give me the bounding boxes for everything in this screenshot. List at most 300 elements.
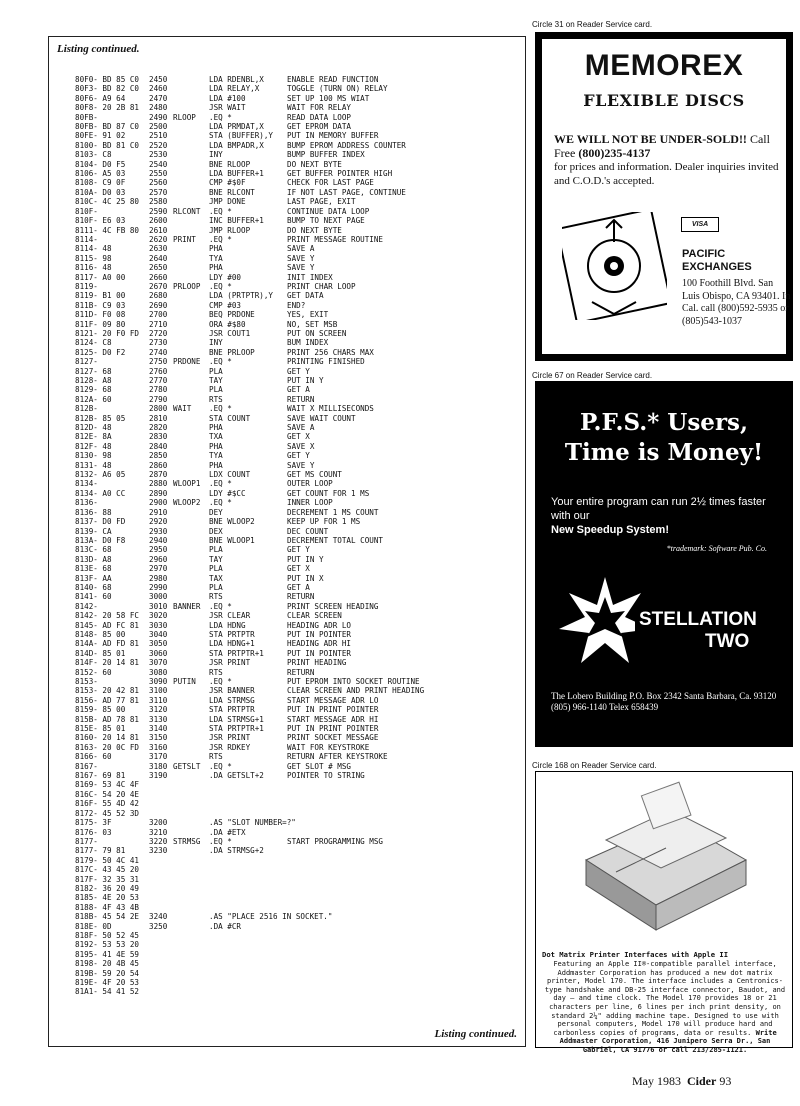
listing-address-bytes: 8127- 68 xyxy=(75,366,112,376)
listing-line-number: 2490 xyxy=(149,112,168,122)
listing-address-bytes: 8116- 48 xyxy=(75,263,112,273)
listing-address-bytes: 8136- 88 xyxy=(75,507,112,517)
addmaster-body: Featuring an Apple II®-compatible parallel interface, Addmaster Corporation has produced a new dot matrix printer, Model 170. The interface includes a Centronics-type handshake and DB-25 interface connector, Baudot, and day — and time clock. The Model 170 provides 18 or 21 characters per line, 6 lines per inch print density, on standard 2¼" adding machine tape. Designed to use with personal computers, Model 170 will produce hard and carbonless copies of programs, data or results. Write Addmaster Corporation, 416 Junipero Serra Dr., San Gabriel, CA 91776 or call 213/285-1121. xyxy=(544,960,786,1054)
listing-line xyxy=(75,837,523,846)
listing-line xyxy=(75,329,523,338)
listing-comment: DO NEXT BYTE xyxy=(287,159,342,169)
listing-line-number: 2950 xyxy=(149,545,168,555)
listing-comment: GET X xyxy=(287,432,310,442)
stellation-two-logo xyxy=(555,571,775,671)
listing-operation: LDA STRMSG+1 xyxy=(209,714,264,724)
listing-address-bytes: 8160- 20 14 81 xyxy=(75,733,140,743)
listing-line-number: 2590 xyxy=(149,206,168,216)
listing-address-bytes: 8128- A8 xyxy=(75,376,112,385)
listing-line-number: 3020 xyxy=(149,611,168,621)
listing-address-bytes: 80F8- 20 2B 81 xyxy=(75,103,140,113)
listing-address-bytes: 8182- 36 20 49 xyxy=(75,883,140,893)
listing-operation: STA (BUFFER),Y xyxy=(209,131,274,141)
listing-address-bytes: 8119- xyxy=(75,281,98,291)
listing-line xyxy=(75,395,523,404)
listing-line xyxy=(75,790,523,799)
listing-operation: JSR COUT1 xyxy=(209,328,251,338)
listing-operation: PHA xyxy=(209,441,223,451)
listing-operation: LDX COUNT xyxy=(209,470,251,480)
listing-line xyxy=(75,696,523,705)
listing-comment: SAVE WAIT COUNT xyxy=(287,413,356,423)
memorex-address: 100 Foothill Blvd. San Luis Obispo, CA 93401. In Cal. call (800)592-5935 or (805)543-1037 xyxy=(682,278,791,327)
listing-line-number: 2640 xyxy=(149,253,168,263)
pfs-circle-note: Circle 67 on Reader Service card. xyxy=(532,371,653,380)
listing-operation: LDY #00 xyxy=(209,272,242,282)
listing-comment: GET MS COUNT xyxy=(287,470,342,480)
listing-line xyxy=(75,978,523,987)
listing-address-bytes: 812F- 48 xyxy=(75,441,112,451)
listing-address-bytes: 80FB- xyxy=(75,112,98,122)
listing-address-bytes: 8125- D0 F2 xyxy=(75,347,126,357)
listing-line xyxy=(75,555,523,564)
listing-line-number: 2970 xyxy=(149,564,168,574)
listing-operation: .EQ * xyxy=(209,206,232,216)
listing-operation: CMP #$0F xyxy=(209,178,246,188)
listing-line xyxy=(75,846,523,855)
listing-address-bytes: 8145- AD FC 81 xyxy=(75,620,140,630)
listing-address-bytes: 8114- 48 xyxy=(75,244,112,254)
listing-comment: OUTER LOOP xyxy=(287,479,333,489)
listing-line xyxy=(75,658,523,667)
listing-operation: .EQ * xyxy=(209,234,232,244)
listing-comment: CLEAR SCREEN AND PRINT HEADING xyxy=(287,686,425,696)
listing-comment: PRINT HEADING xyxy=(287,658,347,668)
listing-line xyxy=(75,357,523,366)
memorex-ad xyxy=(535,32,793,361)
listing-line-number: 2610 xyxy=(149,225,168,235)
listing-address-bytes: 8163- 20 0C FD xyxy=(75,742,140,752)
listing-address-bytes: 814D- 85 01 xyxy=(75,648,126,658)
listing-comment: DECREMENT 1 MS COUNT xyxy=(287,507,379,517)
listing-label: PRDONE xyxy=(173,357,201,367)
listing-address-bytes: 8104- D0 F5 xyxy=(75,159,126,169)
listing-line xyxy=(75,94,523,103)
listing-line-number: 2810 xyxy=(149,413,168,423)
listing-line-number: 2450 xyxy=(149,75,168,84)
listing-line xyxy=(75,489,523,498)
listing-address-bytes: 8169- 53 4C 4F xyxy=(75,780,140,790)
memorex-subtitle: FLEXIBLE DISCS xyxy=(583,91,745,110)
listing-operation: BNE WLOOP2 xyxy=(209,517,255,527)
listing-line xyxy=(75,442,523,451)
listing-address-bytes: 8188- 4F 43 4B xyxy=(75,902,140,912)
listing-line xyxy=(75,724,523,733)
listing-line-number: 3250 xyxy=(149,921,168,931)
listing-address-bytes: 8111- 4C FB 80 xyxy=(75,225,140,235)
listing-operation: PLA xyxy=(209,564,223,574)
listing-operation: DEY xyxy=(209,507,223,517)
listing-comment: SAVE X xyxy=(287,441,315,451)
listing-label: RLCONT xyxy=(173,206,201,216)
listing-address-bytes: 8121- 20 F0 FD xyxy=(75,328,140,338)
listing-address-bytes: 8131- 48 xyxy=(75,460,112,470)
listing-line xyxy=(75,828,523,837)
listing-label: WLOOP1 xyxy=(173,479,201,489)
listing-operation: JSR RDKEY xyxy=(209,742,251,752)
listing-operation: LDA #100 xyxy=(209,93,246,103)
listing-comment: PUT IN Y xyxy=(287,554,324,564)
listing-comment: PUT IN MEMORY BUFFER xyxy=(287,131,379,141)
listing-line-number: 3000 xyxy=(149,592,168,602)
listing-comment: SAVE A xyxy=(287,423,315,433)
listing-comment: INNER LOOP xyxy=(287,498,333,508)
listing-comment: READ DATA LOOP xyxy=(287,112,352,122)
listing-line-number: 2460 xyxy=(149,84,168,94)
listing-line-number: 3190 xyxy=(149,771,168,781)
listing-operation: LDA (PRTPTR),Y xyxy=(209,291,274,301)
listing-address-bytes: 8134- xyxy=(75,479,98,489)
listing-comment: BUMP TO NEXT PAGE xyxy=(287,216,365,226)
listing-line xyxy=(75,226,523,235)
listing-comment: WAIT FOR RELAY xyxy=(287,103,352,113)
listing-operation: BNE PRLOOP xyxy=(209,347,255,357)
listing-comment: SAVE Y xyxy=(287,460,315,470)
listing-line xyxy=(75,762,523,771)
listing-comment: SAVE Y xyxy=(287,253,315,263)
listing-line xyxy=(75,564,523,573)
listing-operation: INY xyxy=(209,338,223,348)
listing-comment: CONTINUE DATA LOOP xyxy=(287,206,370,216)
listing-line xyxy=(75,705,523,714)
listing-line-number: 2530 xyxy=(149,150,168,160)
listing-line-number: 3170 xyxy=(149,752,168,762)
listing-line-number: 2570 xyxy=(149,187,168,197)
listing-operation: DEX xyxy=(209,526,223,536)
listing-line xyxy=(75,273,523,282)
listing-comment: END? xyxy=(287,300,306,310)
listing-line xyxy=(75,244,523,253)
listing-label: PRLOOP xyxy=(173,281,201,291)
pfs-title: P.F.S.* Users, Time is Money! xyxy=(564,409,764,466)
listing-line xyxy=(75,686,523,695)
listing-line-number: 3150 xyxy=(149,733,168,743)
listing-operation: PLA xyxy=(209,545,223,555)
listing-line xyxy=(75,602,523,611)
listing-line xyxy=(75,404,523,413)
listing-operation: STA PRTPTR+1 xyxy=(209,724,264,734)
listing-address-bytes: 8127- xyxy=(75,357,98,367)
listing-line xyxy=(75,611,523,620)
listing-operation: BNE WLOOP1 xyxy=(209,535,255,545)
listing-operation: TYA xyxy=(209,451,223,461)
listing-line xyxy=(75,969,523,978)
listing-line-number: 2560 xyxy=(149,178,168,188)
listing-line-number: 2660 xyxy=(149,272,168,282)
listing-line-number: 2580 xyxy=(149,197,168,207)
listing-line-number: 2700 xyxy=(149,310,168,320)
listing-operation: .EQ * xyxy=(209,479,232,489)
listing-line xyxy=(75,75,523,84)
listing-address-bytes: 80FB- BD 87 C0 xyxy=(75,122,140,132)
pfs-trademark-note: *trademark: Software Pub. Co. xyxy=(666,544,767,553)
listing-operation: TXA xyxy=(209,432,223,442)
listing-line xyxy=(75,545,523,554)
listing-address-bytes: 8177- 79 81 xyxy=(75,846,126,856)
listing-address-bytes: 8153- 20 42 81 xyxy=(75,686,140,696)
listing-line xyxy=(75,169,523,178)
listing-comment: PUT IN POINTER xyxy=(287,648,352,658)
listing-comment: WAIT X MILLISECONDS xyxy=(287,404,374,414)
listing-comment: PRINT SCREEN HEADING xyxy=(287,601,379,611)
listing-operation: INY xyxy=(209,150,223,160)
listing-address-bytes: 817C- 43 45 20 xyxy=(75,865,140,875)
listing-address-bytes: 814F- 20 14 81 xyxy=(75,658,140,668)
listing-line-number: 2540 xyxy=(149,159,168,169)
listing-line-number: 2730 xyxy=(149,338,168,348)
listing-operation: .DA STRMSG+2 xyxy=(209,846,264,856)
listing-line-number: 2850 xyxy=(149,451,168,461)
listing-address-bytes: 8136- xyxy=(75,498,98,508)
listing-address-bytes: 8176- 03 xyxy=(75,827,112,837)
listing-line-number: 2720 xyxy=(149,328,168,338)
listing-label: BANNER xyxy=(173,601,201,611)
listing-line xyxy=(75,131,523,140)
listing-line xyxy=(75,818,523,827)
listing-line xyxy=(75,254,523,263)
listing-line xyxy=(75,912,523,921)
listing-address-bytes: 813A- D0 F8 xyxy=(75,535,126,545)
listing-line-number: 2890 xyxy=(149,488,168,498)
logo-word-stellation: STELLATION xyxy=(639,609,757,630)
listing-line-number: 3050 xyxy=(149,639,168,649)
listing-line-number: 3140 xyxy=(149,724,168,734)
listing-comment: GET Y xyxy=(287,451,310,461)
listing-comment: GET X xyxy=(287,564,310,574)
listing-address-bytes: 8100- BD 81 C0 xyxy=(75,140,140,150)
listing-line-number: 3180 xyxy=(149,761,168,771)
listing-line xyxy=(75,310,523,319)
listing-address-bytes: 812A- 60 xyxy=(75,394,112,404)
listing-line-number: 2800 xyxy=(149,404,168,414)
listing-line xyxy=(75,291,523,300)
listing-line-number: 2740 xyxy=(149,347,168,357)
listing-line-number: 3080 xyxy=(149,667,168,677)
listing-comment: NO, SET MSB xyxy=(287,319,338,329)
listing-comment: SAVE A xyxy=(287,244,315,254)
listing-label: PRINT xyxy=(173,234,196,244)
listing-line xyxy=(75,263,523,272)
listing-address-bytes: 812D- 48 xyxy=(75,423,112,433)
listing-address-bytes: 818F- 50 52 45 xyxy=(75,930,140,940)
listing-comment: INIT INDEX xyxy=(287,272,333,282)
listing-line-number: 2790 xyxy=(149,394,168,404)
listing-address-bytes: 815B- AD 78 81 xyxy=(75,714,140,724)
addmaster-item xyxy=(535,771,793,1054)
memorex-circle-note: Circle 31 on Reader Service card. xyxy=(532,20,653,29)
listing-comment: ENABLE READ FUNCTION xyxy=(287,75,379,84)
listing-line-number: 2670 xyxy=(149,281,168,291)
listing-comment: GET Y xyxy=(287,545,310,555)
listing-address-bytes: 815E- 85 01 xyxy=(75,724,126,734)
listing-operation: LDA BUFFER+1 xyxy=(209,169,264,179)
listing-operation: ORA #$80 xyxy=(209,319,246,329)
listing-line xyxy=(75,160,523,169)
listing-comment: SAVE Y xyxy=(287,263,315,273)
listing-address-bytes: 8167- 69 81 xyxy=(75,771,126,781)
listing-line xyxy=(75,103,523,112)
listing-line xyxy=(75,922,523,931)
listing-operation: LDA HDNG+1 xyxy=(209,639,255,649)
listing-operation: STA PRTPTR+1 xyxy=(209,648,264,658)
listing-line xyxy=(75,216,523,225)
listing-operation: .DA #CR xyxy=(209,921,242,931)
listing-line-number: 3220 xyxy=(149,836,168,846)
listing-comment: PUT EPROM INTO SOCKET ROUTINE xyxy=(287,677,420,686)
listing-line xyxy=(75,414,523,423)
listing-address-bytes: 8159- 85 00 xyxy=(75,705,126,715)
visa-logo: VISA xyxy=(681,217,719,232)
listing-comment: CLEAR SCREEN xyxy=(287,611,342,621)
listing-comment: YES, EXIT xyxy=(287,310,329,320)
listing-line xyxy=(75,376,523,385)
listing-line-number: 3110 xyxy=(149,695,168,705)
page-folio: May 1983 Cider 93 xyxy=(632,1074,732,1088)
listing-comment: TOGGLE (TURN ON) RELAY xyxy=(287,84,388,94)
listing-address-bytes: 8130- 98 xyxy=(75,451,112,461)
listing-line xyxy=(75,498,523,507)
listing-comment: HEADING ADR LO xyxy=(287,620,352,630)
listing-address-bytes: 8185- 4E 20 53 xyxy=(75,893,140,903)
listing-line-number: 3060 xyxy=(149,648,168,658)
listing-line xyxy=(75,527,523,536)
listing-address-bytes: 8152- 60 xyxy=(75,667,112,677)
listing-address-bytes: 810F- xyxy=(75,206,98,216)
listing-operation: LDA PRMDAT,X xyxy=(209,122,264,132)
listing-comment: DECREMENT TOTAL COUNT xyxy=(287,535,384,545)
listing-address-bytes: 8148- 85 00 xyxy=(75,629,126,639)
listing-address-bytes: 812B- xyxy=(75,404,98,414)
listing-line-number: 2500 xyxy=(149,122,168,132)
listing-line xyxy=(75,320,523,329)
listing-label: WAIT xyxy=(173,404,192,414)
listing-address-bytes: 8117- A0 00 xyxy=(75,272,126,282)
listing-line xyxy=(75,884,523,893)
listing-operation: RTS xyxy=(209,394,223,404)
listing-address-bytes: 8137- D0 FD xyxy=(75,517,126,527)
listing-operation: JMP DONE xyxy=(209,197,246,207)
listing-comment: RETURN xyxy=(287,592,315,602)
listing-comment: PRINT SOCKET MESSAGE xyxy=(287,733,379,743)
listing-operation: RTS xyxy=(209,752,223,762)
listing-address-bytes: 817F- 32 35 31 xyxy=(75,874,140,884)
listing-address-bytes: 8179- 50 4C 41 xyxy=(75,855,140,865)
listing-line xyxy=(75,583,523,592)
listing-line xyxy=(75,122,523,131)
listing-line xyxy=(75,959,523,968)
listing-line xyxy=(75,621,523,630)
listing-comment: PRINT 256 CHARS MAX xyxy=(287,347,374,357)
listing-comment: HEADING ADR HI xyxy=(287,639,352,649)
listing-line xyxy=(75,752,523,761)
listing-line xyxy=(75,677,523,686)
listing-line xyxy=(75,649,523,658)
addmaster-title: Dot Matrix Printer Interfaces with Apple II xyxy=(542,950,729,959)
listing-line-number: 2860 xyxy=(149,460,168,470)
listing-line xyxy=(75,432,523,441)
listing-line-number: 2880 xyxy=(149,479,168,489)
listing-address-bytes: 813F- AA xyxy=(75,573,112,583)
listing-operation: JSR PRINT xyxy=(209,733,251,743)
listing-comment: GET COUNT FOR 1 MS xyxy=(287,488,370,498)
listing-line xyxy=(75,517,523,526)
listing-line-number: 2980 xyxy=(149,573,168,583)
listing-line xyxy=(75,574,523,583)
listing-operation: .EQ * xyxy=(209,601,232,611)
listing-comment: DEC COUNT xyxy=(287,526,329,536)
pfs-address: The Lobero Building P.O. Box 2342 Santa Barbara, Ca. 93120 (805) 966-1140 Telex 658439 xyxy=(551,691,777,712)
listing-operation: .EQ * xyxy=(209,112,232,122)
listing-address-bytes: 812B- 85 05 xyxy=(75,413,126,423)
listing-address-bytes: 81A1- 54 41 52 xyxy=(75,987,140,997)
listing-line-number: 3090 xyxy=(149,677,168,686)
listing-line-number: 3240 xyxy=(149,912,168,922)
program-listing xyxy=(48,36,526,1047)
listing-operation: JSR BANNER xyxy=(209,686,255,696)
listing-line xyxy=(75,235,523,244)
listing-address-bytes: 8108- C9 0F xyxy=(75,178,126,188)
listing-operation: STA COUNT xyxy=(209,413,251,423)
listing-line xyxy=(75,715,523,724)
listing-operation: LDA HDNG xyxy=(209,620,246,630)
listing-operation: .AS "PLACE 2516 IN SOCKET." xyxy=(209,912,333,922)
listing-comment: BUM INDEX xyxy=(287,338,329,348)
floppy-disk-illustration xyxy=(562,212,667,320)
listing-line-number: 2550 xyxy=(149,169,168,179)
listing-address-bytes: 811D- F0 08 xyxy=(75,310,126,320)
listing-line xyxy=(75,771,523,780)
listing-operation: JSR CLEAR xyxy=(209,611,251,621)
listing-address-bytes: 80F0- BD 85 C0 xyxy=(75,75,140,84)
listing-address-bytes: 813C- 68 xyxy=(75,545,112,555)
listing-continued-bottom: Listing continued. xyxy=(434,1028,517,1040)
listing-operation: PHA xyxy=(209,263,223,273)
listing-address-bytes: 8106- A5 03 xyxy=(75,169,126,179)
listing-line xyxy=(75,668,523,677)
listing-comment: PRINTING FINISHED xyxy=(287,357,365,367)
listing-line xyxy=(75,875,523,884)
listing-line-number: 2840 xyxy=(149,441,168,451)
listing-line-number: 3120 xyxy=(149,705,168,715)
listing-line xyxy=(75,141,523,150)
listing-line xyxy=(75,743,523,752)
listing-line xyxy=(75,282,523,291)
memorex-headline: WE WILL NOT BE UNDER-SOLD!! Call Free (800)235-4137 xyxy=(554,132,770,160)
listing-address-bytes: 811B- C9 03 xyxy=(75,300,126,310)
listing-line-number: 2630 xyxy=(149,244,168,254)
listing-line xyxy=(75,348,523,357)
listing-comment: PUT IN X xyxy=(287,573,324,583)
printer-photo xyxy=(576,780,756,935)
listing-line xyxy=(75,508,523,517)
listing-line-number: 2930 xyxy=(149,526,168,536)
logo-word-two: TWO xyxy=(705,631,750,652)
listing-address-bytes: 811F- 09 80 xyxy=(75,319,126,329)
listing-line-number: 3040 xyxy=(149,629,168,639)
listing-line-number: 2870 xyxy=(149,470,168,480)
listing-operation: .AS "SLOT NUMBER=?" xyxy=(209,818,296,828)
listing-comment: START MESSAGE ADR LO xyxy=(287,695,379,705)
listing-address-bytes: 810A- D0 03 xyxy=(75,187,126,197)
listing-operation: JMP RLOOP xyxy=(209,225,251,235)
listing-operation: BEQ PRDONE xyxy=(209,310,255,320)
listing-address-bytes: 8124- C8 xyxy=(75,338,112,348)
listing-comment: GET EPROM DATA xyxy=(287,122,352,132)
